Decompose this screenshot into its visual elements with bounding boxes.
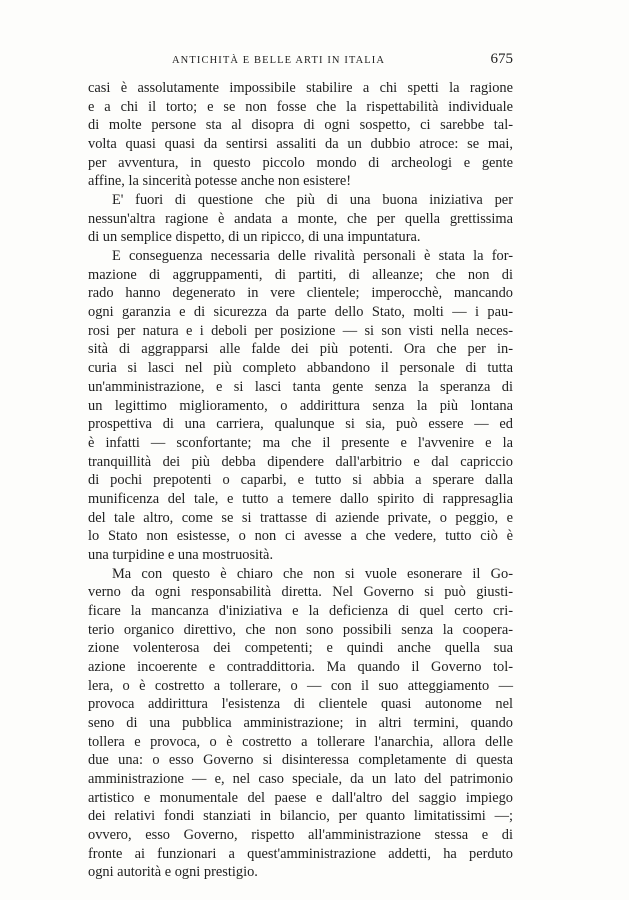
text-line: di pochi prepotenti o caparbi, e tutto si abbia a sperare dalla bbox=[88, 472, 513, 489]
text-line: E' fuori di questione che più di una buona iniziativa per bbox=[112, 192, 513, 208]
text-line: volta quasi quasi da sentirsi assaliti da un dubbio atroce: se mai, bbox=[88, 136, 513, 152]
text-line: ogni autorità e ogni prestigio. bbox=[88, 864, 258, 881]
text-line: rado hanno degenerato in vere clientele; imperocchè, mancando bbox=[88, 285, 513, 302]
text-line: tranquillità dei più debba dipendere dall'arbitrio e dal capriccio bbox=[88, 453, 513, 470]
text-line: affine, la sincerità potesse anche non esistere! bbox=[88, 173, 352, 190]
text-line: fronte ai funzionari a quest'amministrazione addetti, ha perduto bbox=[88, 845, 513, 862]
text-line: è infatti — sconfortante; ma che il presente e l'avvenire e la bbox=[88, 434, 513, 451]
text-line: ficare la mancanza d'iniziativa e la deficienza di quel certo cri- bbox=[88, 602, 513, 619]
text-line: lera, o è costretto a tollerare, o — con il suo atteggiamento — bbox=[88, 677, 513, 694]
text-line: tollera e provoca, o è costretto a tollerare l'anarchia, allora delle bbox=[88, 733, 513, 750]
text-line: verno da ogni responsabilità diretta. Nel Governo si può giusti- bbox=[88, 584, 513, 601]
text-line: E conseguenza necessaria delle rivalità personali è stata la for- bbox=[112, 248, 513, 265]
text-line: del tale altro, come se si trattasse di aziende private, o peggio, e bbox=[88, 509, 513, 526]
text-line: zione volenterosa dei competenti; e quindi anche quella sua bbox=[88, 640, 513, 657]
text-line: mazione di aggruppamenti, di partiti, di alleanze; che non di bbox=[88, 266, 513, 283]
text-line: azione incoerente e contraddittoria. Ma quando il Governo tol- bbox=[88, 658, 513, 675]
page-header bbox=[88, 50, 513, 72]
text-line: terio organico direttivo, che non sono possibili senza la coopera- bbox=[88, 621, 513, 638]
text-line: amministrazione — e, nel caso speciale, da un lato del patrimonio bbox=[88, 771, 513, 787]
text-line: munificenza del tale, e tutto a temere dallo spirito di rappresaglia bbox=[88, 490, 513, 507]
text-line: provoca addirittura l'esistenza di clientele quasi autonome nel bbox=[88, 696, 513, 713]
text-line: lo Stato non esistesse, o non ci avesse a che vedere, tutto ciò è bbox=[88, 528, 513, 545]
running-title: ANTICHITÀ E BELLE ARTI IN ITALIA bbox=[172, 55, 386, 66]
text-line: seno di una pubblica amministrazione; in altri termini, quando bbox=[88, 714, 513, 731]
text-line: sità di aggrapparsi alle falde dei più potenti. Ora che per in- bbox=[88, 341, 513, 358]
text-line: rosi per natura e i deboli per posizione — si son visti nella neces- bbox=[88, 322, 513, 339]
text-line: di un semplice dispetto, di un ripicco, di una impuntatura. bbox=[88, 229, 421, 246]
text-line: nessun'altra ragione è andata a monte, che per quella grettissima bbox=[88, 210, 513, 227]
text-line: una turpidine e una mostruosità. bbox=[88, 546, 274, 563]
text-line: dei relativi fondi stanziati in bilancio, per quanto limitatissimi —; bbox=[88, 808, 513, 825]
text-line: un'amministrazione, e si lasci tanta gente senza la speranza di bbox=[88, 378, 513, 395]
text-line: prospettiva di una carriera, qualunque si sia, può essere — ed bbox=[88, 416, 513, 433]
text-line: e a chi il torto; e se non fosse che la rispettabilità individuale bbox=[88, 98, 513, 115]
text-line: un legittimo miglioramento, o addirittura senza la più lontana bbox=[88, 397, 513, 414]
text-line: per avventura, in questo piccolo mondo di archeologi e gente bbox=[88, 154, 513, 171]
text-line: due una: o esso Governo si disinteressa completamente di questa bbox=[88, 752, 513, 769]
text-line: ogni garanzia e di sicurezza da parte dello Stato, molti — i pau- bbox=[88, 304, 513, 321]
text-line: ovvero, esso Governo, rispetto all'amministrazione stessa e di bbox=[88, 827, 513, 843]
text-line: curia si lasci nel più completo abbandono il personale di tutta bbox=[88, 360, 513, 377]
text-line: casi è assolutamente impossibile stabilire a chi spetti la ragione bbox=[88, 80, 513, 96]
page-number: 675 bbox=[490, 51, 513, 67]
text-line: artistico e monumentale del paese e dall'altro del saggio impiego bbox=[88, 789, 513, 806]
text-line: Ma con questo è chiaro che non si vuole esonerare il Go- bbox=[112, 565, 513, 582]
text-line: di molte persone sta al disopra di ogni sospetto, ci sarebbe tal- bbox=[88, 117, 513, 134]
